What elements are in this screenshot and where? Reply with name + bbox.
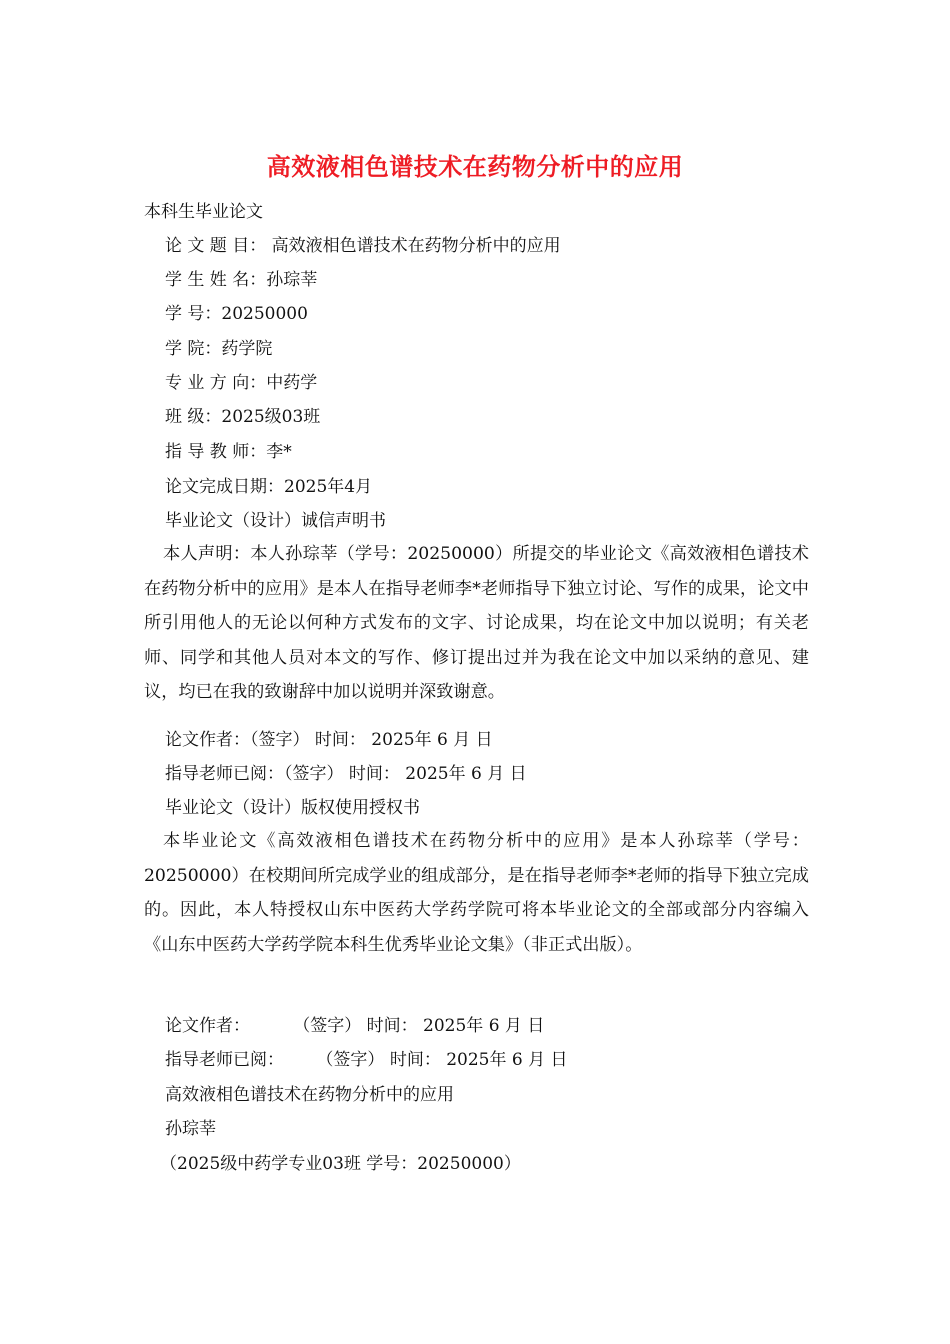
info-student-id: 学 号：20250000 bbox=[165, 304, 308, 324]
info-date: 论文完成日期：2025年4月 bbox=[165, 477, 373, 497]
info-class: 班 级：2025级03班 bbox=[165, 407, 321, 427]
integrity-heading: 毕业论文（设计）诚信声明书 bbox=[165, 511, 386, 531]
integrity-advisor-sign: 指导老师已阅：（签字） 时间： 2025年 6 月 日 bbox=[165, 764, 527, 784]
header-label: 本科生毕业论文 bbox=[144, 202, 263, 222]
document-title: 高效液相色谱技术在药物分析中的应用 bbox=[266, 152, 684, 181]
copyright-body: 本毕业论文《高效液相色谱技术在药物分析中的应用》是本人孙琮莘（学号：20250000）在校期间所完成学业的组成部分，是在指导老师李*老师的指导下独立完成的。因此，本人特授权山东中医药大学药学院可将本毕业论文的全部或部分内容编入《山东中医药大学药学院本科生优秀毕业论文集》（非正式出版）。 bbox=[144, 831, 809, 955]
info-name: 学 生 姓 名：孙琮莘 bbox=[165, 270, 318, 290]
integrity-body: 本人声明：本人孙琮莘（学号：20250000）所提交的毕业论文《高效液相色谱技术在药物分析中的应用》是本人在指导老师李*老师指导下独立讨论、写作的成果，论文中所引用他人的无论以何种方式发布的文字、讨论成果，均在论文中加以说明；有关老师、同学和其他人员对本文的写作、修订提出过并为我在论文中加以采纳的意见、建议，均已在我的致谢辞中加以说明并深致谢意。 bbox=[144, 544, 809, 703]
footer-author: 孙琮莘 bbox=[165, 1119, 216, 1139]
footer-note: （2025级中药学专业03班 学号：20250000） bbox=[160, 1154, 521, 1174]
copyright-heading: 毕业论文（设计）版权使用授权书 bbox=[165, 798, 420, 818]
copyright-advisor-sign: 指导老师已阅： （签字） 时间： 2025年 6 月 日 bbox=[165, 1050, 568, 1070]
info-college: 学 院：药学院 bbox=[165, 339, 273, 359]
integrity-author-sign: 论文作者：（签字） 时间： 2025年 6 月 日 bbox=[165, 730, 493, 750]
info-advisor: 指 导 教 师：李* bbox=[165, 442, 292, 462]
copyright-author-sign: 论文作者： （签字） 时间： 2025年 6 月 日 bbox=[165, 1016, 545, 1036]
footer-title: 高效液相色谱技术在药物分析中的应用 bbox=[165, 1085, 454, 1105]
info-major: 专 业 方 向：中药学 bbox=[165, 373, 318, 393]
info-topic: 论 文 题 目： 高效液相色谱技术在药物分析中的应用 bbox=[165, 236, 561, 256]
